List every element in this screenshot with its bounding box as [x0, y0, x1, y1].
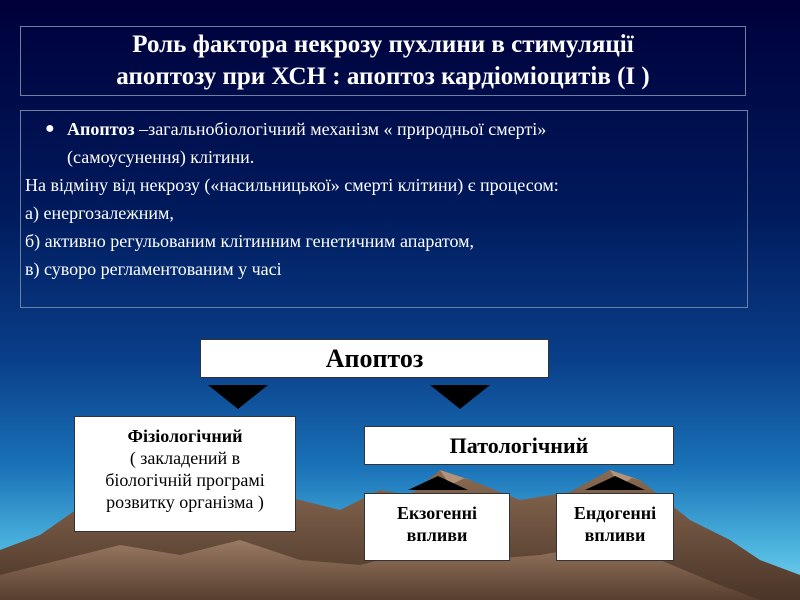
- definition-text: –загальнобіологічний механізм « природньої смерті»: [134, 119, 547, 139]
- pathological-box: Патологічний: [364, 426, 674, 465]
- arrow-up-right: [585, 476, 645, 490]
- exogenous-line-1: Екзогенні: [397, 503, 477, 523]
- bullet-icon: ●: [45, 120, 55, 137]
- exogenous-line-2: впливи: [406, 525, 468, 545]
- property-c: в) суворо регламентованим у часі: [25, 259, 282, 279]
- physiological-box: [74, 416, 296, 532]
- physiological-line-1: ( закладений в: [129, 448, 241, 468]
- physiological-heading: Фізіологічний: [127, 426, 243, 446]
- arrow-down-left: [208, 385, 268, 409]
- term-apoptosis: Апоптоз: [67, 119, 135, 139]
- physiological-line-2: біологічній програмі: [105, 470, 265, 490]
- endogenous-line-1: Ендогенні: [573, 503, 657, 523]
- slide-title: [20, 26, 746, 96]
- exogenous-box: [364, 493, 510, 561]
- bullet-item: [25, 115, 747, 143]
- endogenous-line-2: впливи: [584, 525, 646, 545]
- definition-text-box: [20, 110, 748, 308]
- physiological-line-3: розвитку організма ): [106, 492, 264, 512]
- endogenous-box: [556, 493, 674, 561]
- apoptosis-root-box: Апоптоз: [200, 339, 549, 378]
- title-line-2: апоптозу при ХСН : апоптоз кардіоміоцитів (І ): [116, 63, 650, 90]
- definition-continuation: (самоусунення) клітини.: [67, 147, 255, 167]
- title-line-1: Роль фактора некрозу пухлини в стимуляції: [132, 31, 634, 58]
- arrow-down-right: [430, 385, 490, 409]
- arrow-up-left: [408, 476, 468, 490]
- property-a: а) енергозалежним,: [25, 203, 174, 223]
- property-b: б) активно регульованим клітинним генетичним апаратом,: [25, 231, 475, 251]
- contrast-line: На відміну від некрозу («насильницької» смерті клітини) є процесом:: [25, 175, 559, 195]
